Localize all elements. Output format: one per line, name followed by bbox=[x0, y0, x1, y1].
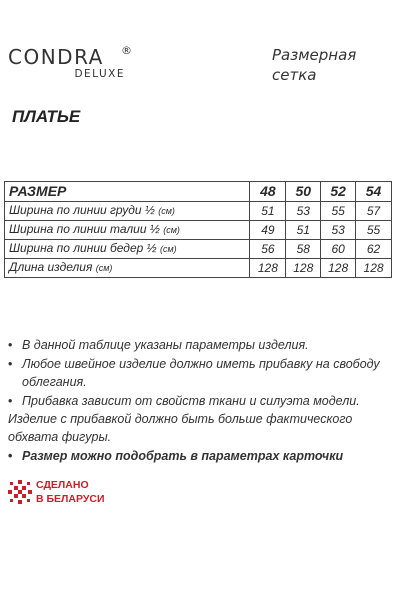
belarus-ornament-icon bbox=[6, 477, 34, 507]
table-row bbox=[5, 240, 392, 259]
size-header-54: 54 bbox=[356, 182, 392, 202]
row-label-length bbox=[5, 259, 250, 278]
table-cell: 60 bbox=[321, 240, 356, 259]
row-label-text: Ширина по линии груди ½ bbox=[9, 203, 155, 217]
size-header-48: 48 bbox=[250, 182, 286, 202]
list-item bbox=[8, 355, 383, 391]
table-cell: 53 bbox=[286, 202, 321, 221]
note-text: Прибавка зависит от свойств ткани и силуэта модели. bbox=[22, 394, 360, 408]
document-title-line2: сетка bbox=[272, 66, 317, 84]
row-label-text: Ширина по линии талии ½ bbox=[9, 222, 160, 236]
table-cell: 51 bbox=[286, 221, 321, 240]
made-in-text bbox=[36, 478, 105, 506]
row-label-hips bbox=[5, 240, 250, 259]
list-item bbox=[8, 392, 383, 446]
brand-sub: DELUXE bbox=[74, 68, 125, 80]
table-cell: 53 bbox=[321, 221, 356, 240]
brand-name bbox=[8, 44, 134, 69]
table-cell: 128 bbox=[321, 259, 356, 278]
table-cell: 51 bbox=[250, 202, 286, 221]
table-cell: 58 bbox=[286, 240, 321, 259]
size-table bbox=[4, 181, 392, 278]
notes-list bbox=[8, 336, 383, 466]
registered-mark: ® bbox=[121, 44, 134, 57]
size-header-row bbox=[5, 182, 392, 202]
table-cell: 128 bbox=[286, 259, 321, 278]
brand-logo bbox=[8, 44, 134, 80]
list-item bbox=[8, 336, 383, 354]
table-cell: 128 bbox=[250, 259, 286, 278]
table-cell: 128 bbox=[356, 259, 392, 278]
table-cell: 55 bbox=[356, 221, 392, 240]
row-label-text: Ширина по линии бедер ½ bbox=[9, 241, 157, 255]
table-row bbox=[5, 202, 392, 221]
brand-name-text: CONDRA bbox=[8, 45, 104, 69]
bullet-icon: • bbox=[8, 357, 13, 371]
table-row bbox=[5, 259, 392, 278]
row-unit: (см) bbox=[159, 244, 177, 254]
bullet-icon: • bbox=[8, 394, 13, 408]
note-text-continued: Изделие с прибавкой должно быть больше фактического обхвата фигуры. bbox=[8, 412, 353, 444]
row-unit: (см) bbox=[158, 206, 175, 216]
row-label-waist bbox=[5, 221, 250, 240]
table-cell: 55 bbox=[321, 202, 356, 221]
product-name: ПЛАТЬЕ bbox=[12, 107, 81, 126]
bullet-icon: • bbox=[8, 449, 13, 463]
table-row bbox=[5, 221, 392, 240]
made-in-belarus-badge bbox=[6, 476, 116, 510]
made-in-line1: СДЕЛАНО bbox=[36, 479, 89, 491]
note-text: Любое швейное изделие должно иметь прибавку на свободу облегания. bbox=[22, 357, 380, 389]
table-cell: 57 bbox=[356, 202, 392, 221]
size-header-52: 52 bbox=[321, 182, 356, 202]
size-header-label: РАЗМЕР bbox=[5, 182, 250, 202]
document-title bbox=[272, 45, 356, 85]
row-label-text: Длина изделия bbox=[9, 260, 93, 274]
size-header-50: 50 bbox=[286, 182, 321, 202]
note-text: Размер можно подобрать в параметрах карточки bbox=[22, 449, 344, 463]
document-title-line1: Размерная bbox=[272, 46, 357, 64]
row-label-chest bbox=[5, 202, 250, 221]
note-text: В данной таблице указаны параметры изделия. bbox=[22, 338, 309, 352]
table-cell: 62 bbox=[356, 240, 392, 259]
made-in-line2: В БЕЛАРУСИ bbox=[36, 493, 105, 505]
bullet-icon: • bbox=[8, 338, 13, 352]
list-item bbox=[8, 447, 383, 465]
row-unit: (см) bbox=[163, 225, 180, 235]
table-cell: 56 bbox=[250, 240, 286, 259]
table-cell: 49 bbox=[250, 221, 286, 240]
row-unit: (см) bbox=[95, 263, 113, 273]
